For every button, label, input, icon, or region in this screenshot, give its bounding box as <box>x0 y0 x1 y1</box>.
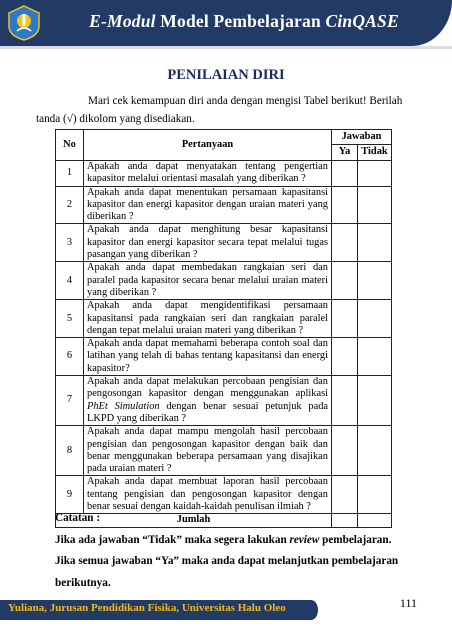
header-band <box>0 0 452 46</box>
row-question: Apakah anda dapat membedakan rangkaian seri dan paralel pada kapasitor secara benar melalui uraian materi yang diberikan ? <box>84 262 332 300</box>
answer-yes-cell[interactable] <box>332 476 358 514</box>
row-number: 6 <box>56 338 84 376</box>
sum-not-cell[interactable] <box>358 514 392 527</box>
notes-heading: Catatan : <box>55 512 101 524</box>
header-yes: Ya <box>332 145 358 160</box>
answer-yes-cell[interactable] <box>332 426 358 476</box>
table-row <box>56 376 392 426</box>
row-number: 9 <box>56 476 84 514</box>
row-question: Apakah anda dapat menghitung besar kapasitansi kapasitor dan energi kapasitor secara tepat melalui tugas pasangan yang diberikan ? <box>84 224 332 262</box>
row-question: Apakah anda dapat membuat laporan hasil percobaan tentang pengisian dan pengosongan kapasitor dengan benar sesuai dengan kaidah-kaidah penulisan ilmiah ? <box>84 476 332 514</box>
header-question: Pertanyaan <box>84 130 332 161</box>
page-title: PENILAIAN DIRI <box>167 67 285 83</box>
header-no: No <box>56 130 84 161</box>
header-not: Tidak <box>358 145 392 160</box>
table-row <box>56 224 392 262</box>
note-continue: Jika semua jawaban “Ya” maka anda dapat melanjutkan pembelajaran berikutnya. <box>55 555 399 589</box>
answer-yes-cell[interactable] <box>332 160 358 186</box>
answer-not-cell[interactable] <box>358 224 392 262</box>
row-number: 7 <box>56 376 84 426</box>
table-row <box>56 262 392 300</box>
intro-line-2: tanda (√) dikolom yang disediakan. <box>36 112 195 125</box>
answer-yes-cell[interactable] <box>332 376 358 426</box>
header-answer: Jawaban <box>332 130 392 145</box>
table-row <box>56 160 392 186</box>
footer-author: Yuliana, Jurusan Pendidikan Fisika, Universitas Halu Oleo <box>8 602 286 614</box>
table-sum-row <box>56 514 392 527</box>
table-row <box>56 426 392 476</box>
self-assessment-table <box>55 129 392 528</box>
module-title: E-Modul Model Pembelajaran CinQASE <box>89 11 399 31</box>
answer-not-cell[interactable] <box>358 376 392 426</box>
answer-not-cell[interactable] <box>358 262 392 300</box>
row-number: 2 <box>56 186 84 224</box>
tut-wuri-handayani-logo-icon <box>6 4 42 42</box>
row-number: 4 <box>56 262 84 300</box>
table-row <box>56 300 392 338</box>
answer-not-cell[interactable] <box>358 476 392 514</box>
footer-band <box>0 600 318 620</box>
row-number: 8 <box>56 426 84 476</box>
answer-not-cell[interactable] <box>358 186 392 224</box>
table-row <box>56 338 392 376</box>
answer-not-cell[interactable] <box>358 300 392 338</box>
answer-not-cell[interactable] <box>358 338 392 376</box>
answer-yes-cell[interactable] <box>332 262 358 300</box>
sum-label: Jumlah <box>56 514 332 527</box>
answer-yes-cell[interactable] <box>332 338 358 376</box>
answer-yes-cell[interactable] <box>332 224 358 262</box>
row-number: 5 <box>56 300 84 338</box>
row-question: Apakah anda dapat menentukan persamaan kapasitansi kapasitor dan energi kapasitor dengan uraian materi yang diberikan ? <box>84 186 332 224</box>
sum-yes-cell[interactable] <box>332 514 358 527</box>
row-question: Apakah anda dapat mampu mengolah hasil percobaan pengisian dan pengosongan kapasitor dengan baik dan benar menggunakan beberapa persamaan yang disajikan pada uraian materi ? <box>84 426 332 476</box>
row-question: Apakah anda dapat melakukan percobaan pengisian dan pengosongan kapasitor dengan menggunakan aplikasi PhEt Simulation dengan benar sesuai petunjuk pada LKPD yang diberikan ? <box>84 376 332 426</box>
row-number: 1 <box>56 160 84 186</box>
row-number: 3 <box>56 224 84 262</box>
answer-not-cell[interactable] <box>358 160 392 186</box>
row-question: Apakah anda dapat menyatakan tentang pengertian kapasitor melalui orientasi masalah yang diberikan ? <box>84 160 332 186</box>
note-review: Jika ada jawaban “Tidak” maka segera lakukan review pembelajaran. <box>55 534 392 546</box>
table-row <box>56 186 392 224</box>
intro-line-1: Mari cek kemampuan diri anda dengan mengisi Tabel berikut! Berilah <box>88 95 403 107</box>
row-question: Apakah anda dapat mengidentifikasi persamaan kapasitansi pada rangkaian seri dan rangkaian paralel dengan tepat melalui uraian materi yang diberikan ? <box>84 300 332 338</box>
table-header-row <box>56 130 392 145</box>
page-number: 111 <box>399 596 417 610</box>
answer-yes-cell[interactable] <box>332 186 358 224</box>
answer-not-cell[interactable] <box>358 426 392 476</box>
table-row <box>56 476 392 514</box>
row-question: Apakah anda dapat memahami beberapa contoh soal dan latihan yang telah di bahas tentang kapasitansi dan energi kapasitor? <box>84 338 332 376</box>
intro-paragraph <box>36 93 408 128</box>
answer-yes-cell[interactable] <box>332 300 358 338</box>
